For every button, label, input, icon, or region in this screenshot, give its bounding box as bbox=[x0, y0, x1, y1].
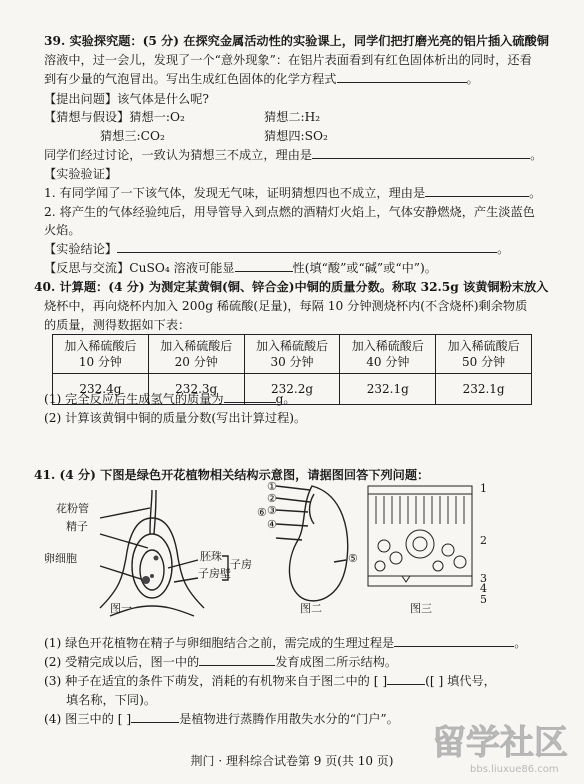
svg-text:bbs.liuxue86.com: bbs.liuxue86.com bbox=[470, 764, 559, 775]
q39-discuss: 同学们经过讨论，一致认为猜想三不成立，理由是 。 bbox=[44, 148, 543, 162]
q41-sub2: (2) 受精完成以后，图一中的 发育成图二所示结构。 bbox=[44, 655, 398, 669]
q40-sub2: (2) 计算该黄铜中铜的质量分数(写出计算过程)。 bbox=[44, 411, 307, 425]
table-cell: 232.3g bbox=[148, 374, 244, 405]
fig1-label-sperm: 精子 bbox=[66, 520, 88, 533]
q40-line2: 烧杯中，再向烧杯内加入 200g 稀硫酸(足量)，每隔 10 分钟测烧杯内(不含烧杯)剩余物质 bbox=[44, 299, 528, 313]
q41-sub3: (3) 种子在适宜的条件下萌发，消耗的有机物来自于图二中的 [ ] ([ ] 填代号， bbox=[44, 674, 496, 688]
fig1-label-ovary-wall: 子房壁 bbox=[198, 567, 231, 580]
table-header-cell: 加入稀硫酸后 20 分钟 bbox=[148, 335, 244, 374]
fig1-label-egg: 卵细胞 bbox=[44, 552, 77, 565]
answer-blank[interactable] bbox=[235, 259, 293, 272]
table-header-row bbox=[53, 335, 532, 374]
site-watermark-logo bbox=[426, 716, 576, 778]
q41-sub1: (1) 绿色开花植物在精子与卵细胞结合之前，需完成的生理过程是 。 bbox=[44, 636, 527, 650]
answer-blank[interactable] bbox=[337, 70, 467, 83]
fig1-label-pollen-tube: 花粉管 bbox=[56, 502, 89, 515]
answer-blank[interactable] bbox=[131, 710, 179, 723]
q39-verify2b: 火焰。 bbox=[44, 223, 81, 237]
q39-reflect: 【反思与交流】CuSO₄ 溶液可能显 性(填“酸”或“碱”或“中”)。 bbox=[44, 261, 437, 275]
q40-sub1: (1) 完全反应后生成氢气的质量为 g。 bbox=[44, 392, 296, 406]
figure-3-leaf-section-diagram bbox=[366, 484, 476, 592]
answer-blank[interactable] bbox=[394, 634, 514, 647]
q41-sub3-cont: 填名称，下同)。 bbox=[66, 693, 157, 707]
fig1-label-ovule: 胚珠 bbox=[200, 550, 222, 563]
fig2-label-2: ② bbox=[267, 492, 277, 505]
q40-line1: 40. 计算题：(4 分) 为测定某黄铜(铜、锌合金)中铜的质量分数。称取 32.5g 该黄铜粉末放入 bbox=[34, 280, 549, 294]
fig2-label-6: ⑥ bbox=[257, 506, 267, 519]
q39-verify1: 1. 有同学闻了一下该气体，发现无气味，证明猜想四也不成立，理由是 。 bbox=[44, 186, 542, 200]
svg-text:留学社区: 留学社区 bbox=[432, 723, 568, 763]
q39-concl: 【实验结论】 。 bbox=[44, 242, 510, 256]
fig2-label-4: ④ bbox=[267, 518, 277, 531]
answer-blank[interactable] bbox=[312, 146, 530, 159]
q41-line1: 41. (4 分) 下图是绿色开花植物相关结构示意图，请据图回答下列问题： bbox=[34, 468, 430, 482]
fig2-label-1: ① bbox=[267, 480, 277, 493]
table-cell: 232.1g bbox=[436, 374, 532, 405]
fig3-caption: 图三 bbox=[410, 602, 432, 615]
table-header-cell: 加入稀硫酸后 50 分钟 bbox=[436, 335, 532, 374]
page-footer: 荆门 · 理科综合试卷第 9 页(共 10 页) bbox=[190, 754, 394, 768]
fig2-caption: 图二 bbox=[300, 602, 322, 615]
fig3-label-3: 3 bbox=[480, 572, 487, 585]
q41-sub4: (4) 图三中的 [ ] 是植物进行蒸腾作用散失水分的“门户”。 bbox=[44, 712, 399, 726]
q39-guess3: 猜想三:CO₂ bbox=[100, 129, 165, 143]
table-cell: 232.2g bbox=[244, 374, 340, 405]
q39-verify2a: 2. 将产生的气体经验纯后，用导管导入到点燃的酒精灯火焰上，气体安静燃烧，产生淡蓝色 bbox=[44, 205, 535, 219]
answer-blank[interactable] bbox=[387, 672, 425, 685]
fig3-label-5: 5 bbox=[480, 593, 487, 606]
fig1-caption: 图一 bbox=[110, 602, 132, 615]
q39-line1: 39. 实验探究题：(5 分) 在探究金属活动性的实验课上，同学们把打磨光亮的铝片插入硫酸铜 bbox=[44, 34, 549, 48]
answer-blank[interactable] bbox=[224, 390, 276, 403]
q39-guess2: 猜想二:H₂ bbox=[264, 110, 321, 124]
q39-verify-head: 【实验验证】 bbox=[44, 167, 118, 181]
q39-line3: 到有少量的气泡冒出。写出生成红色固体的化学方程式 。 bbox=[44, 72, 479, 86]
table-cell: 232.1g bbox=[340, 374, 436, 405]
q39-ask-head: 【提出问题】该气体是什么呢? bbox=[44, 92, 209, 106]
fig1-label-ovary: 子房 bbox=[230, 558, 252, 571]
table-header-cell: 加入稀硫酸后 30 分钟 bbox=[244, 335, 340, 374]
q39-line2: 溶液中，过一会儿，发现了一个“意外现象”：在铝片表面看到有红色固体析出的同时，还看 bbox=[44, 53, 532, 67]
answer-blank[interactable] bbox=[199, 653, 275, 666]
answer-blank[interactable] bbox=[425, 184, 529, 197]
table-header-cell: 加入稀硫酸后 10 分钟 bbox=[53, 335, 149, 374]
q39-guess-head: 【猜想与假设】猜想一:O₂ bbox=[44, 110, 185, 124]
fig3-label-4: 4 bbox=[480, 582, 487, 595]
table-cell: 232.4g bbox=[53, 374, 149, 405]
q39-guess4: 猜想四:SO₂ bbox=[264, 129, 328, 143]
fig2-label-3: ③ bbox=[267, 504, 277, 517]
fig3-label-2: 2 bbox=[480, 534, 487, 547]
answer-blank[interactable] bbox=[117, 240, 497, 253]
fig2-label-5: ⑤ bbox=[348, 552, 358, 565]
q40-line3: 的质量，测得数据如下表： bbox=[44, 318, 191, 332]
fig3-label-1: 1 bbox=[480, 482, 487, 495]
table-header-cell: 加入稀硫酸后 40 分钟 bbox=[340, 335, 436, 374]
